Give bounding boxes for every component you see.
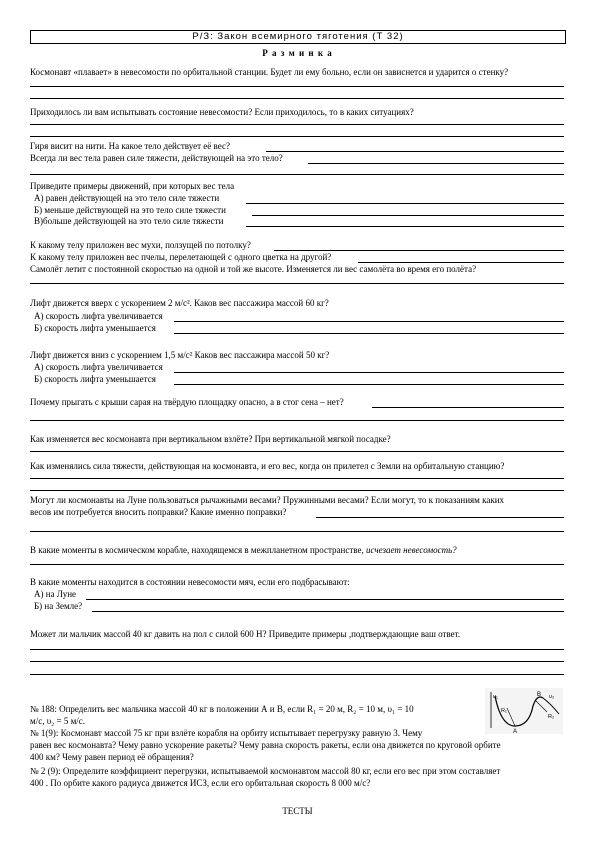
- answer-line[interactable]: [30, 124, 564, 125]
- problem-1-line2: равен вес космонавта? Чему равно ускорение ракеты? Чему равна скорость ракеты, если она движется по круговой орбите: [30, 740, 501, 750]
- problem-1-line3: 400 км? Чему равен период её обращения?: [30, 752, 194, 762]
- answer-line[interactable]: [252, 215, 564, 216]
- label-A: A: [513, 729, 518, 734]
- track-figure: [485, 688, 563, 734]
- question-5a: К какому телу приложен вес мухи, ползущей по потолку?: [30, 240, 251, 250]
- answer-line[interactable]: [316, 517, 564, 518]
- answer-line[interactable]: [174, 321, 564, 322]
- section-title: Р а з м и н к а: [262, 48, 333, 58]
- question-11a: Могут ли космонавты на Луне пользоваться рычажными весами? Пружинными весами? Если могут, то к показаниям каких: [30, 495, 505, 505]
- question-6: Лифт движется вверх с ускорением 2 м/с². Каков вес пассажира массой 60 кг?: [30, 298, 329, 308]
- answer-line[interactable]: [30, 420, 564, 421]
- question-4a: А) равен действующей на это тело силе тяжести: [34, 193, 220, 203]
- question-3b: Всегда ли вес тела равен силе тяжести, действующей на это тело?: [30, 153, 283, 163]
- question-5b: К какому телу приложен вес пчелы, перелетающей с одного цветка на другой?: [30, 252, 332, 262]
- question-11b: весов им потребуется вносить поправки? Какие именно поправки?: [30, 507, 287, 517]
- answer-line[interactable]: [30, 649, 564, 650]
- question-12: [30, 545, 457, 556]
- answer-line[interactable]: [30, 86, 564, 87]
- answer-line[interactable]: [30, 451, 564, 452]
- question-12-text: В какие моменты в космическом корабле, находящемся в межпланетном пространстве,: [30, 545, 364, 555]
- label-v1: υ₁: [493, 694, 498, 700]
- label-R2: R₂: [548, 714, 555, 720]
- answer-line[interactable]: [174, 384, 564, 385]
- problem-2-line2: 400 . По орбите какого радиуса движется ИСЗ, если его орбитальная скорость 8 000 м/с?: [30, 778, 371, 788]
- question-2: Приходилось ли вам испытывать состояние невесомости? Если приходилось, то в каких ситуациях?: [30, 107, 414, 117]
- answer-line[interactable]: [174, 333, 564, 334]
- answer-line[interactable]: [30, 98, 564, 99]
- answer-line[interactable]: [30, 564, 564, 565]
- answer-line[interactable]: [30, 174, 564, 175]
- question-7b: Б) скорость лифта уменьшается: [34, 374, 156, 384]
- answer-line[interactable]: [30, 531, 564, 532]
- answer-line[interactable]: [92, 611, 564, 612]
- answer-line[interactable]: [30, 674, 564, 675]
- question-3a: Гиря висит на нити. На какое тело действует её вес?: [30, 141, 230, 151]
- question-4c: В)больше действующей на это тело силе тяжести: [34, 216, 224, 226]
- question-5c: Самолёт летит с постоянной скоростью на одной и той же высоте. Изменяется ли вес самолёта во время его полёта?: [30, 264, 477, 274]
- problem-188-line1: № 188: Определить вес мальчика массой 40 кг в положении А и В, если R₁ = 20 м, R₂ = 10 м, υ₁ = 10: [30, 704, 414, 714]
- answer-line[interactable]: [30, 661, 564, 662]
- label-v2: υ₂: [549, 694, 555, 700]
- answer-line[interactable]: [266, 151, 564, 152]
- answer-line[interactable]: [372, 407, 564, 408]
- question-4: Приведите примеры движений, при которых вес тела: [30, 181, 235, 191]
- question-8: Почему прыгать с крыши сарая на твёрдую площадку опасно, а в стог сена – нет?: [30, 397, 344, 407]
- worksheet-header: Р/З: Закон всемирного тяготения (Т 32): [30, 30, 566, 44]
- answer-line[interactable]: [30, 283, 564, 284]
- question-13: В какие моменты находится в состоянии невесомости мяч, если его подбрасывают:: [30, 577, 350, 587]
- answer-line[interactable]: [30, 478, 564, 479]
- answer-line[interactable]: [174, 372, 564, 373]
- question-13a: А) на Луне: [34, 589, 76, 599]
- problem-2-line1: № 2 (9): Определите коэффициент перегрузки, испытываемой космонавтом массой 80 кг, если его вес при этом составляет: [30, 766, 501, 776]
- label-B: B: [537, 692, 542, 698]
- problem-1-line1: № 1(9): Космонавт массой 75 кг при взлёте корабля на орбиту испытывает перегрузку равную 3. Чему: [30, 728, 423, 738]
- question-1: Космонавт «плавает» в невесомости по орбитальной станции. Будет ли ему больно, если он зависнется и ударится о стенку?: [30, 67, 509, 77]
- answer-line[interactable]: [358, 262, 564, 263]
- question-4b: Б) меньше действующей на это тело силе тяжести: [34, 205, 226, 215]
- answer-line[interactable]: [246, 226, 564, 227]
- question-7a: А) скорость лифта увеличивается: [34, 362, 163, 372]
- question-10: Как изменялись сила тяжести, действующая на космонавта, и его вес, когда он прилетел с Земли на орбитальную станцию?: [30, 461, 505, 471]
- question-12-italic: исчезает невесомость?: [366, 545, 457, 555]
- answer-line[interactable]: [86, 599, 564, 600]
- answer-line[interactable]: [30, 136, 564, 137]
- question-13b: Б) на Земле?: [34, 601, 83, 611]
- question-9: Как изменяется вес космонавта при вертикальном взлёте? При вертикальной мягкой посадке?: [30, 434, 391, 444]
- question-7: Лифт движется вниз с ускорением 1,5 м/с² Каков вес пассажира массой 50 кг?: [30, 350, 330, 360]
- question-6b: Б) скорость лифта уменьшается: [34, 323, 156, 333]
- answer-line[interactable]: [30, 490, 564, 491]
- answer-line[interactable]: [274, 250, 564, 251]
- label-R1: R₁: [501, 708, 507, 714]
- footer-tests: ТЕСТЫ: [282, 806, 313, 816]
- question-14: Может ли мальчик массой 40 кг давить на пол с силой 600 Н? Приведите примеры ,подтверждающие ваш ответ.: [30, 629, 461, 639]
- question-6a: А) скорость лифта увеличивается: [34, 311, 163, 321]
- answer-line[interactable]: [308, 163, 564, 164]
- problem-188-line2: м/с, υ₂ = 5 м/с.: [30, 716, 86, 726]
- answer-line[interactable]: [246, 203, 564, 204]
